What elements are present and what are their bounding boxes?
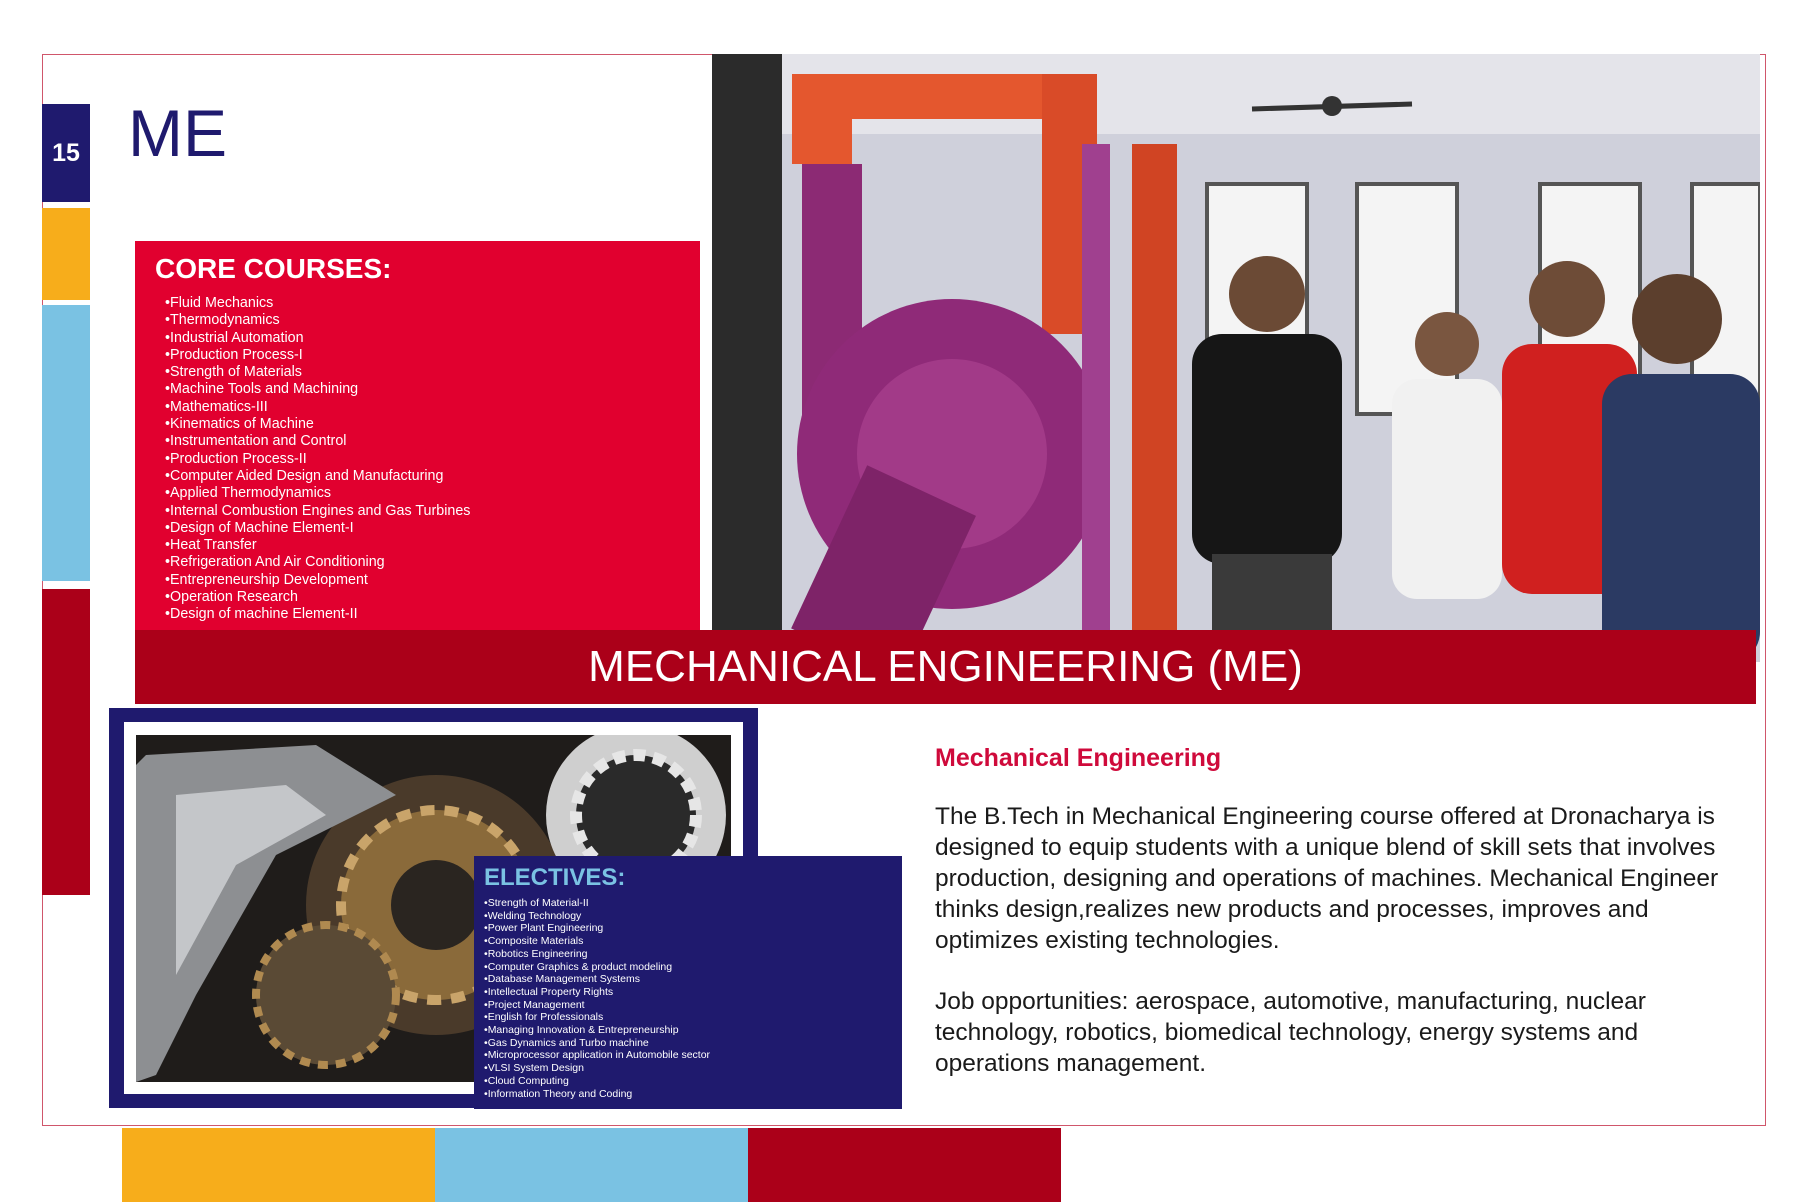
elective-item: • English for Professionals [484,1011,892,1024]
page-title: ME [128,96,227,170]
core-course-item: • Refrigeration And Air Conditioning [165,554,680,571]
core-course-item: • Production Process-II [165,451,680,468]
elective-item: • Intellectual Property Rights [484,986,892,999]
core-course-item: • Kinematics of Machine [165,416,680,433]
core-courses-list [155,295,680,624]
red-tab [42,589,90,895]
core-courses-heading: CORE COURSES: [155,253,392,284]
job-opportunities-paragraph: Job opportunities: aerospace, automotive, manufacturing, nuclear technology, robotics, biomedical technology, energy systems and operations management. [935,988,1646,1077]
elective-item: • Composite Materials [484,935,892,948]
elective-item: • Managing Innovation & Entrepreneurship [484,1024,892,1037]
core-course-item: • Fluid Mechanics [165,295,680,312]
core-course-item: • Industrial Automation [165,330,680,347]
core-course-item: • Machine Tools and Machining [165,381,680,398]
elective-item: • Welding Technology [484,910,892,923]
elective-item: • Robotics Engineering [484,948,892,961]
core-course-item: • Applied Thermodynamics [165,485,680,502]
bottom-bar-yellow [122,1128,435,1202]
elective-item: • Database Management Systems [484,973,892,986]
core-course-item: • Operation Research [165,589,680,606]
electives-heading: ELECTIVES: [484,864,626,891]
core-course-item: • Internal Combustion Engines and Gas Turbines [165,503,680,520]
elective-item: • Strength of Material-II [484,897,892,910]
core-courses-panel [135,241,700,641]
core-course-item: • Computer Aided Design and Manufacturing [165,468,680,485]
lab-photo [712,54,1760,662]
elective-item: • Microprocessor application in Automobile sector [484,1049,892,1062]
core-course-item: • Mathematics-III [165,399,680,416]
elective-item: • Project Management [484,999,892,1012]
description-paragraph: The B.Tech in Mechanical Engineering course offered at Dronacharya is designed to equip students with a unique blend of skill sets that involves production, designing and operations of machines. Mechanical Engineer thinks design,realizes new products and processes, improves and optimizes existing technologies. [935,803,1719,954]
program-banner [135,630,1756,704]
program-description [935,744,1755,1109]
elective-item: • Cloud Computing [484,1075,892,1088]
page-number: 15 [52,138,80,167]
core-course-item: • Thermodynamics [165,312,680,329]
elective-item: • Computer Graphics & product modeling [484,961,892,974]
core-course-item: • Entrepreneurship Development [165,572,680,589]
elective-item: • VLSI System Design [484,1062,892,1075]
bottom-bar-red [748,1128,1061,1202]
core-course-item: • Production Process-I [165,347,680,364]
core-course-item: • Design of Machine Element-I [165,520,680,537]
elective-item: • Gas Dynamics and Turbo machine [484,1037,892,1050]
elective-item: • Information Theory and Coding [484,1088,892,1101]
core-course-item: • Design of machine Element-II [165,606,680,623]
description-title: Mechanical Engineering [935,744,1222,772]
core-course-item: • Instrumentation and Control [165,433,680,450]
electives-list [484,897,892,1100]
lab-photo-illustration [712,54,1760,662]
page-number-tab [42,104,90,202]
program-banner-title: MECHANICAL ENGINEERING (ME) [588,642,1303,691]
core-course-item: • Strength of Materials [165,364,680,381]
bottom-bar-blue [435,1128,748,1202]
electives-panel [474,856,902,1109]
core-course-item: • Heat Transfer [165,537,680,554]
blue-tab [42,305,90,581]
elective-item: • Power Plant Engineering [484,922,892,935]
yellow-tab [42,208,90,300]
